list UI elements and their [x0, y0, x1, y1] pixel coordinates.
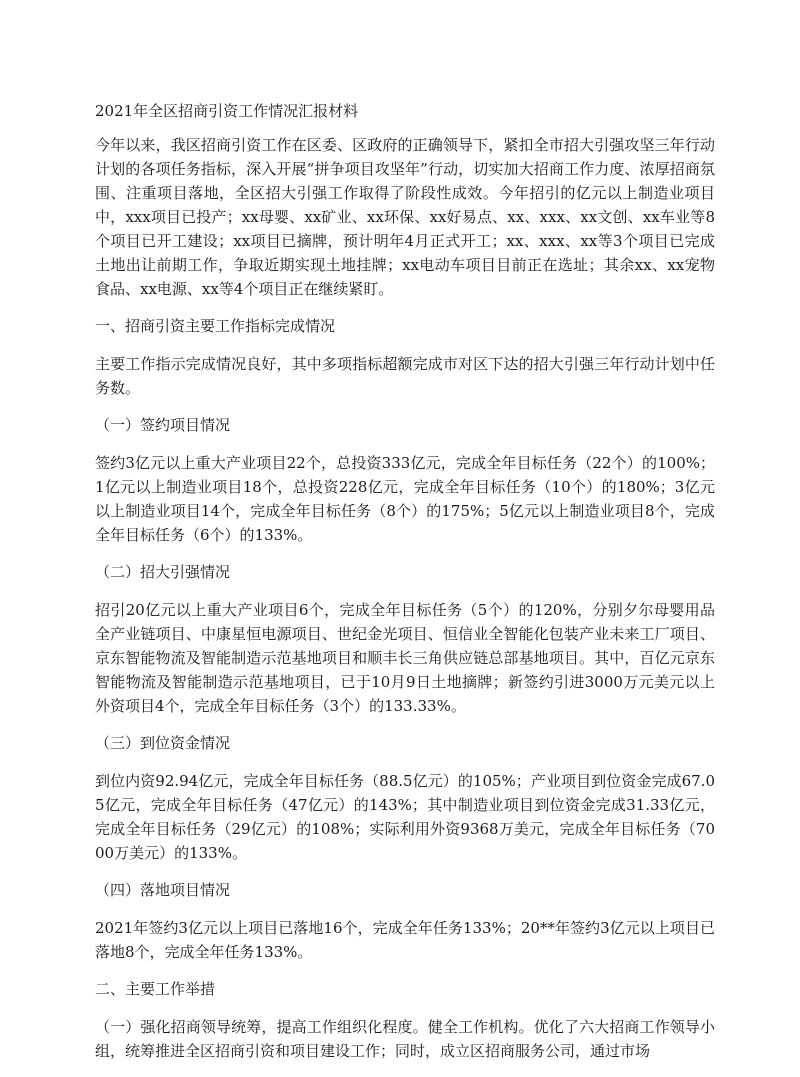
document-title: 2021年全区招商引资工作情况汇报材料	[95, 102, 359, 120]
subsection2-heading: （二）招大引强情况	[95, 563, 231, 581]
section2-paragraph: （一）强化招商领导统筹，提高工作组织化程度。健全工作机构。优化了六大招商工作领导小组，统筹推进全区招商引资和项目建设工作；同时，成立区招商服务公司，通过市场	[95, 1018, 715, 1060]
subsection3-paragraph: 到位内资92.94亿元，完成全年目标任务（88.5亿元）的105%；产业项目到位资金完成67.05亿元，完成全年目标任务（47亿元）的143%；其中制造业项目到位资金完成31.33亿元，完成全年目标任务（29亿元）的108%；实际利用外资9368万美元，完成全年目标任务（7000万美元）的133%。	[95, 772, 715, 862]
section2-heading: 二、主要工作举措	[95, 980, 216, 998]
document-page	[95, 100, 715, 1077]
section1-heading: 一、招商引资主要工作指标完成情况	[95, 317, 336, 335]
intro-paragraph: 今年以来，我区招商引资工作在区委、区政府的正确领导下，紧扣全市招大引强攻坚三年行动计划的各项任务指标，深入开展“拼争项目攻坚年”行动，切实加大招商工作力度、浓厚招商氛围、注重项目落地，全区招大引强工作取得了阶段性成效。今年招引的亿元以上制造业项目中，xxx项目已投产；xx母婴、xx矿业、xx环保、xx好易点、xx、xxx、xx文创、xx车业等8个项目已开工建设；xx项目已摘牌，预计明年4月正式开工；xx、xxx、xx等3个项目已完成土地出让前期工作，争取近期实现土地挂牌；xx电动车项目目前正在选址；其余xx、xx宠物食品、xx电源、xx等4个项目正在继续紧盯。	[95, 136, 715, 298]
subsection1-heading: （一）签约项目情况	[95, 416, 231, 434]
subsection4-paragraph: 2021年签约3亿元以上项目已落地16个，完成全年任务133%；20**年签约3亿元以上项目已落地8个，完成全年任务133%。	[95, 919, 715, 961]
subsection3-heading: （三）到位资金情况	[95, 734, 231, 752]
section1-paragraph: 主要工作指示完成情况良好，其中多项指标超额完成市对区下达的招大引强三年行动计划中任务数。	[95, 355, 715, 397]
subsection4-heading: （四）落地项目情况	[95, 881, 231, 899]
subsection1-paragraph: 签约3亿元以上重大产业项目22个，总投资333亿元，完成全年目标任务（22个）的100%；1亿元以上制造业项目18个，总投资228亿元，完成全年目标任务（10个）的180%；3亿元以上制造业项目14个，完成全年目标任务（8个）的175%；5亿元以上制造业项目8个，完成全年目标任务（6个）的133%。	[95, 454, 715, 544]
subsection2-paragraph: 招引20亿元以上重大产业项目6个，完成全年目标任务（5个）的120%，分别夕尔母婴用品全产业链项目、中康星恒电源项目、世纪金光项目、恒信业全智能化包装产业未来工厂项目、京东智能物流及智能制造示范基地项目和顺丰长三角供应链总部基地项目。其中，百亿元京东智能物流及智能制造示范基地项目，已于10月9日土地摘牌；新签约引进3000万元美元以上外资项目4个，完成全年目标任务（3个）的133.33%。	[95, 601, 715, 715]
